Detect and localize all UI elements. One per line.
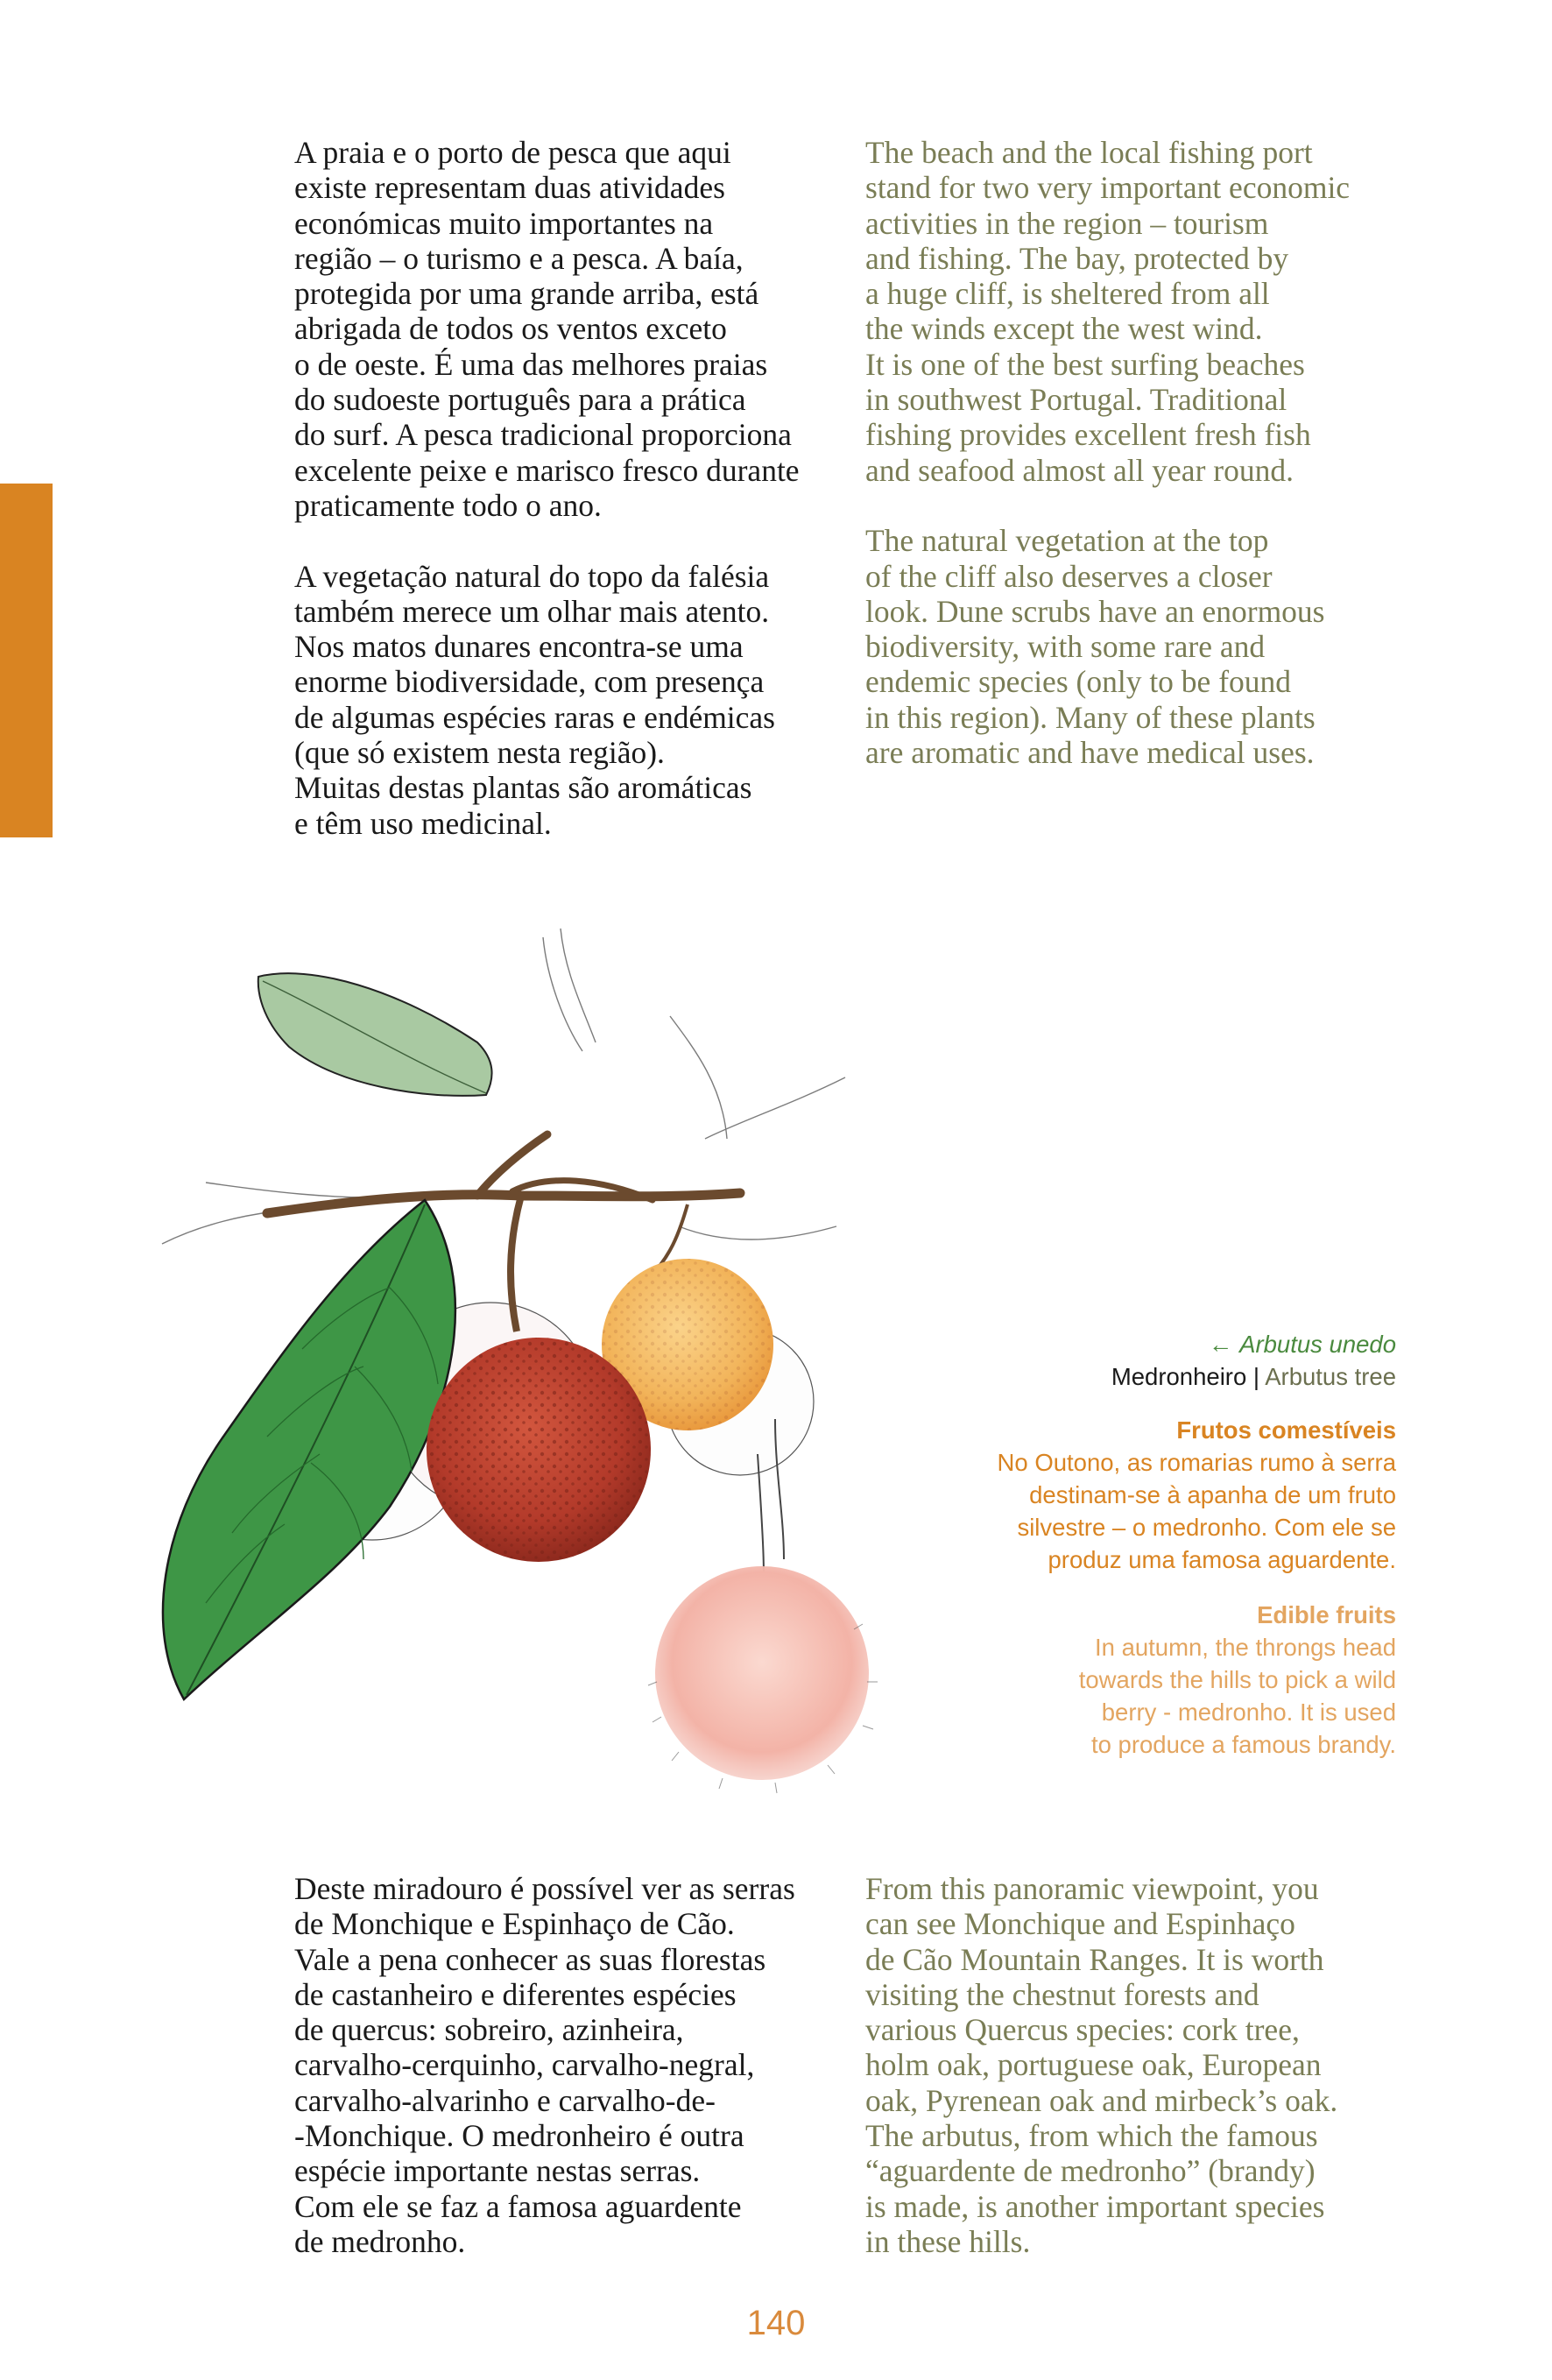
large-leaf (163, 1200, 455, 1699)
common-name-en: Arbutus tree (1265, 1363, 1396, 1390)
caption-pt-heading: Frutos comestíveis (1176, 1416, 1396, 1444)
english-text-bottom (865, 1871, 1426, 2259)
common-name-pt: Medronheiro (1111, 1363, 1247, 1390)
section-tab-marker (0, 484, 53, 837)
pt-paragraph-viewpoint: Deste miradouro é possível ver as serras de Monchique e Espinhaço de Cão. Vale a pena conhecer as suas florestas de castanheiro e diferentes espécies de quercus: sobreiro, azinheira, carvalho-cerquinho, carvalho-negral, carvalho-alvarinho e carvalho-de- -Monchique. O medronheiro é outra espécie importante nestas serras. Com ele se faz a famosa aguardente de medronho. (294, 1871, 795, 2259)
en-paragraph-viewpoint: From this panoramic viewpoint, you can see Monchique and Espinhaço de Cão Mountain Ranges. It is worth visiting the chestnut forests and various Quercus species: cork tree, holm oak, portuguese oak, European oak, Pyrenean oak and mirbeck’s oak. The arbutus, from which the famous “aguardente de medronho” (brandy) is made, is another important species in these hills. (865, 1871, 1338, 2259)
illustration-caption (876, 1328, 1396, 1761)
arbutus-illustration (109, 911, 915, 1822)
arrow-left-icon: ← (1208, 1331, 1233, 1358)
scientific-name: Arbutus unedo (1239, 1331, 1396, 1358)
portuguese-text-bottom (294, 1871, 846, 2259)
pt-paragraph-beach: A praia e o porto de pesca que aqui existe representam duas atividades económicas muito importantes na região – o turismo e a pesca. A baía, protegida por uma grande arriba, está abrigada de todos os ventos exceto o de oeste. É uma das melhores praias do sudoeste português para a prática do surf. A pesca tradicional proporciona excelente peixe e marisco fresco durante praticamente todo o ano. (294, 135, 800, 523)
english-text-top (865, 135, 1426, 770)
caption-en-text: In autumn, the throngs head towards the hills to pick a wild berry - medronho. It is used to produce a famous brandy. (1078, 1634, 1396, 1758)
caption-pt-text: No Outono, as romarias rumo à serra destinam-se à apanha de um fruto silvestre – o medronho. Com ele se produz uma famosa aguardente. (997, 1449, 1396, 1573)
caption-species-line (876, 1328, 1396, 1360)
caption-common-names (876, 1360, 1396, 1393)
portuguese-text-top (294, 135, 846, 841)
en-paragraph-beach: The beach and the local fishing port stand for two very important economic activities in the region – tourism and fishing. The bay, protected by a huge cliff, is sheltered from all the winds except the west wind. It is one of the best surfing beaches in southwest Portugal. Traditional fishing provides excellent fresh fish and seafood almost all year round. (865, 135, 1351, 488)
pink-fruit (655, 1566, 869, 1780)
top-leaf (258, 973, 492, 1096)
caption-en-heading: Edible fruits (1257, 1601, 1396, 1628)
page-number: 140 (746, 2304, 806, 2342)
en-paragraph-vegetation: The natural vegetation at the top of the cliff also deserves a closer look. Dune scrubs have an enormous biodiversity, with some rare and endemic species (only to be found in this region). Many of these plants are aromatic and have medical uses. (865, 523, 1325, 771)
name-separator: | (1252, 1363, 1260, 1390)
pt-paragraph-vegetation: A vegetação natural do topo da falésia também merece um olhar mais atento. Nos matos dunares encontra-se uma enorme biodiversidade, com presença de algumas espécies raras e endémicas (que só existem nesta região). Muitas destas plantas são aromáticas e têm uso medicinal. (294, 558, 776, 841)
